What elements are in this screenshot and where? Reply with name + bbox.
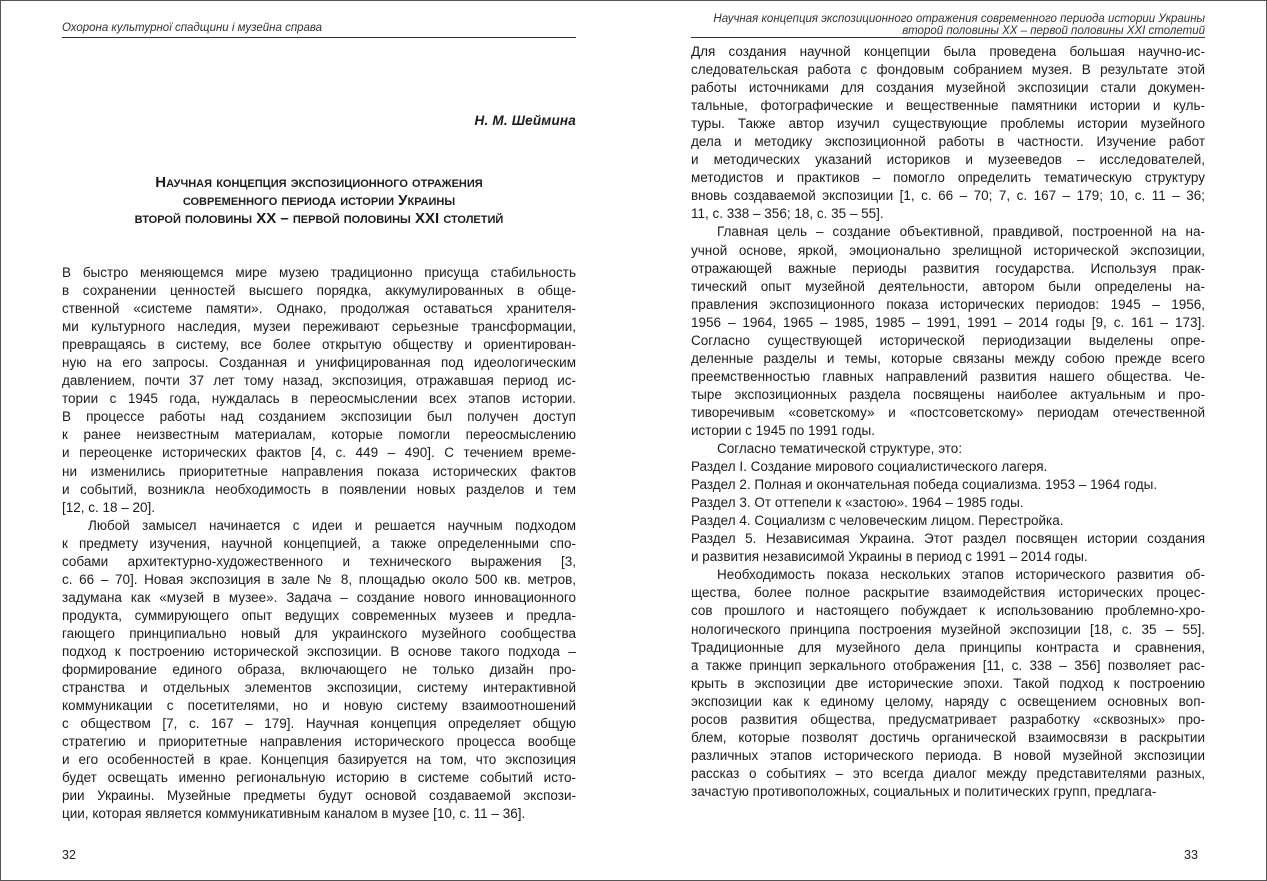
header-rule: [62, 37, 576, 38]
text-line: и событий, возникла необходимость в появлении новых разделов и тем: [62, 481, 576, 497]
text-line: и развития независимой Украины в период с 1991 – 2014 годы.: [691, 549, 1088, 565]
header-rule: [691, 37, 1205, 38]
body-text: [62, 264, 576, 823]
article-title: [62, 174, 576, 228]
text-line: Необходимость показа нескольких этапов исторического развития об-: [717, 567, 1205, 583]
author-name: Н. М. Шеймина: [474, 113, 576, 128]
text-line: Раздел 4. Социализм с человеческим лицом. Перестройка.: [691, 513, 1064, 529]
text-line: а также принцип зеркального отображения [11, с. 338 – 356] позволяет рас-: [691, 657, 1205, 673]
text-line: Раздел 3. От оттепели к «застою». 1964 – 1985 годы.: [691, 495, 1024, 511]
text-line: Раздел I. Создание мирового социалистического лагеря.: [691, 459, 1048, 475]
text-line: вновь создаваемой экспозиции [1, с. 66 – 70; 7, с. 167 – 179; 10, с. 11 – 36;: [691, 188, 1205, 204]
text-line: Раздел 2. Полная и окончательная победа социализма. 1953 – 1964 годы.: [691, 477, 1158, 493]
text-line: тальные, фотографические и вещественные памятники истории и куль-: [691, 98, 1205, 114]
text-line: с обществом [7, с. 167 – 179]. Научная концепция определяет общую: [62, 716, 576, 732]
text-line: Согласно существующей исторической периодизации выделены опре-: [691, 332, 1205, 348]
paragraph: [691, 223, 1205, 440]
text-line: будет освещать именно региональную историю в системе событий исто-: [62, 770, 576, 786]
text-line: задумана как «музей в музее». Задача – создание нового инновационного: [62, 589, 576, 605]
text-line: ми культурного наследия, музеи переживают серьезные трансформации,: [62, 319, 576, 335]
text-line: крыть в экспозиции две исторические эпохи. Такой подход к построению: [691, 675, 1205, 691]
right-page: [633, 0, 1267, 881]
body-text: [691, 43, 1205, 801]
text-line: различных этапов исторического периода. В новой музейной экспозиции: [691, 747, 1205, 763]
paragraph: [62, 264, 576, 517]
text-line: рии Украины. Музейные предметы будут основой создаваемой экспози-: [62, 788, 576, 804]
paragraph: [691, 440, 1205, 458]
text-line: ни изменились приоритетные направления показа исторических фактов: [62, 463, 576, 479]
text-line: ную на его запросы. Созданная и унифицированная под идеологическим: [62, 355, 576, 371]
text-line: следовательская работа с фондовым собранием музея. В результате этой: [691, 62, 1205, 78]
text-line: Согласно тематической структуре, это:: [717, 441, 963, 457]
text-line: тиворечивым «советскому» и «постсоветскому» периодам отечественной: [691, 404, 1205, 420]
paragraph: [691, 512, 1205, 530]
text-line: преемственностью главных направлений развития нашего общества. Че-: [691, 368, 1205, 384]
text-line: собами архитектурно-художественного и технического выражения [3,: [62, 553, 576, 569]
text-line: рассказ о событиях – это всегда диалог между представителями разных,: [691, 765, 1205, 781]
page-number: 33: [1184, 848, 1198, 862]
running-header: [691, 13, 1205, 37]
text-line: тыре экспозиционных раздела посвящены наиболее актуальным и про-: [691, 386, 1205, 402]
text-line: методистов и практиков – помогло определить тематическую структуру: [691, 170, 1205, 186]
text-line: и его особенностей в крае. Концепция базируется на том, что экспозиция: [62, 752, 576, 768]
text-line: Раздел 5. Независимая Украина. Этот раздел посвящен истории создания: [691, 531, 1205, 547]
text-line: странства и отдельных элементов экспозиции, систему интерактивной: [62, 680, 576, 696]
text-line: тический опыт музейной деятельности, автором были определены на-: [691, 278, 1205, 294]
running-header: Охорона культурної спадщини і музейна справа: [62, 22, 323, 34]
text-line: Для создания научной концепции была проведена большая научно-ис-: [691, 44, 1205, 59]
paragraph: [691, 530, 1205, 566]
paragraph: [691, 566, 1205, 801]
text-line: с. 66 – 70]. Новая экспозиция в зале № 8, площадью около 500 кв. метров,: [62, 571, 576, 587]
text-line: стратегию и приоритетные направления исторического процесса вообще: [62, 734, 576, 750]
text-line: формирование единого образа, включающего не только дизайн про-: [62, 662, 576, 678]
title-line: Научная концепция экспозиционного отражения: [155, 174, 483, 191]
text-line: тории с 1945 года, нуждалась в переосмыслении всех этапов истории.: [62, 391, 576, 407]
text-line: Любой замысел начинается с идеи и решается научным подходом: [88, 517, 576, 533]
text-line: дела и методику экспозиционной работы в частности. Изучение работ: [691, 134, 1205, 150]
text-line: туры. Также автор изучил существующие проблемы истории музейного: [691, 116, 1205, 132]
text-line: 11, с. 338 – 356; 18, с. 35 – 55].: [691, 206, 884, 222]
paragraph: [691, 494, 1205, 512]
text-line: щества, более полное раскрытие взаимодействия исторических процес-: [691, 585, 1205, 601]
text-line: ственной «системе памяти». Однако, продолжая оставаться хранителя-: [62, 301, 576, 317]
text-line: работы источниками для создания музейной экспозиции стали докумен-: [691, 80, 1205, 96]
text-line: учной основе, яркой, эмоционально зрелищной исторической экспозиции,: [691, 242, 1205, 258]
text-line: истории с 1945 по 1991 годы.: [691, 422, 875, 438]
paragraph: [691, 476, 1205, 494]
running-header-line: Научная концепция экспозиционного отражения современного периода истории Украины: [713, 13, 1205, 25]
text-line: В процессе работы над созданием экспозиции был получен доступ: [62, 409, 576, 425]
title-line: современного периода истории Украины: [182, 192, 456, 209]
text-line: В быстро меняющемся мире музею традиционно присуща стабильность: [62, 265, 576, 280]
text-line: и методических указаний историков и музееведов – исследователей,: [691, 152, 1205, 168]
text-line: [12, с. 18 – 20].: [62, 499, 156, 515]
text-line: сов прошлого и настоящего побуждает к использованию проблемно-хро-: [691, 603, 1205, 619]
text-line: нологического принципа построения музейной экспозиции [18, с. 35 – 55].: [691, 621, 1205, 637]
text-line: росов развития общества, предусматривает разработку «сквозных» про-: [691, 711, 1205, 727]
text-line: к предмету изучения, научной концепцией, а также определенными спо-: [62, 535, 576, 551]
text-line: давлением, почти 37 лет тому назад, экспозиция, отражавшая период ис-: [62, 373, 576, 389]
text-line: превращаясь в систему, все более открытую обществу и ориентирован-: [62, 337, 576, 353]
text-line: отражающей важные периоды развития государства. Используя прак-: [691, 260, 1205, 276]
text-line: гающего принципиально новый для украинского музейного сообщества: [62, 625, 576, 641]
text-line: коммуникации с посетителями, но и новую систему взаимоотношений: [62, 698, 576, 714]
text-line: продукта, суммирующего опыт ведущих современных музеев и предла-: [62, 607, 576, 623]
text-line: в сохранении ценностей высшего порядка, аккумулированных в обще-: [62, 283, 576, 299]
text-line: Традиционные для музейного дела принципы контраста и сравнения,: [691, 639, 1205, 655]
page-number: 32: [62, 848, 76, 862]
title-line: второй половины ХХ – первой половины ХХI столетий: [134, 210, 504, 227]
running-header-line: второй половины ХХ – первой половины ХХI столетий: [902, 25, 1205, 37]
text-line: блем, которые позволят достичь органической взаимосвязи в раскрытии: [691, 729, 1205, 745]
text-line: экспозиции как к единому целому, наряду с освещением основных воп-: [691, 693, 1205, 709]
text-line: ции, которая является коммуникативным каналом в музее [10, с. 11 – 36].: [62, 806, 526, 822]
paragraph: [62, 517, 576, 824]
paragraph: [691, 458, 1205, 476]
text-line: и переоценке исторических фактов [4, с. 449 – 490]. С течением време-: [62, 445, 576, 461]
text-line: зачастую противоположных, социальных и политических групп, предлага-: [691, 783, 1157, 799]
text-line: деленные разделы и темы, которые связаны между собою прежде всего: [691, 350, 1205, 366]
text-line: подход к построению исторической экспозиции. В основе такого подхода –: [62, 643, 576, 659]
text-line: 1956 – 1964, 1965 – 1985, 1985 – 1991, 1991 – 2014 годы [9, с. 161 – 173].: [691, 314, 1205, 330]
text-line: к ранее неизвестным материалам, которые помогли переосмыслению: [62, 427, 576, 443]
paragraph: [691, 43, 1205, 223]
text-line: правления экспозиционного показа исторических периодов: 1945 – 1956,: [691, 296, 1205, 312]
left-page: [0, 0, 632, 881]
text-line: Главная цель – создание объективной, правдивой, построенной на на-: [717, 224, 1205, 240]
